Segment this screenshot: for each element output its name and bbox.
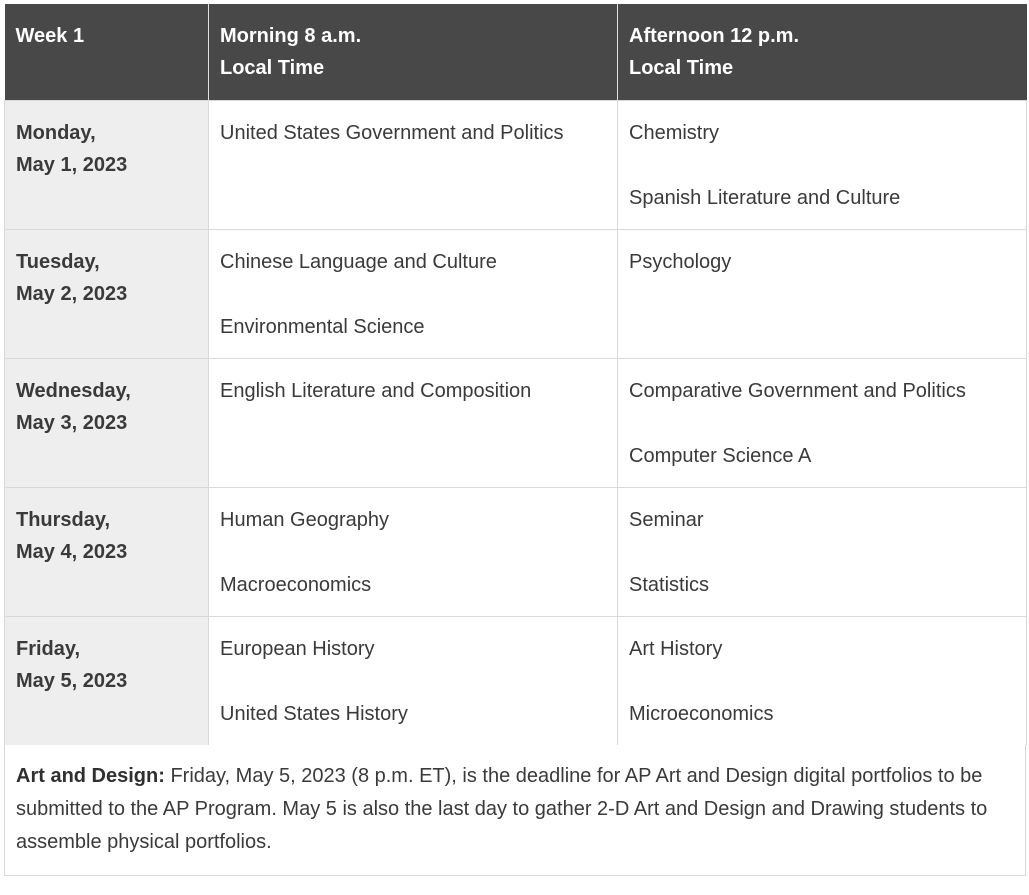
header-afternoon bbox=[618, 4, 1027, 101]
day-date: May 1, 2023 bbox=[16, 154, 128, 176]
afternoon-cell bbox=[618, 488, 1027, 617]
day-date: May 5, 2023 bbox=[16, 670, 128, 692]
morning-exam: United States History bbox=[220, 703, 408, 725]
afternoon-exam: Art History bbox=[629, 638, 723, 660]
day-cell bbox=[5, 488, 209, 617]
header-week-label: Week 1 bbox=[15, 25, 85, 47]
morning-exam: Environmental Science bbox=[220, 316, 425, 338]
afternoon-exam: Spanish Literature and Culture bbox=[629, 187, 901, 209]
day-name: Tuesday, bbox=[16, 251, 100, 273]
table-row bbox=[5, 359, 1027, 488]
afternoon-exam: Chemistry bbox=[629, 122, 720, 144]
morning-cell bbox=[209, 617, 618, 746]
day-name: Thursday, bbox=[16, 509, 111, 531]
day-cell bbox=[5, 617, 209, 746]
day-cell bbox=[5, 359, 209, 488]
afternoon-exam: Microeconomics bbox=[629, 703, 774, 725]
table-header-row bbox=[5, 4, 1027, 101]
morning-exam: European History bbox=[220, 638, 375, 660]
morning-cell bbox=[209, 488, 618, 617]
day-date: May 4, 2023 bbox=[16, 541, 128, 563]
day-name: Friday, bbox=[16, 638, 81, 660]
table-row bbox=[5, 101, 1027, 230]
afternoon-cell bbox=[618, 101, 1027, 230]
schedule-container bbox=[4, 4, 1026, 876]
morning-cell bbox=[209, 230, 618, 359]
morning-exam: Macroeconomics bbox=[220, 574, 372, 596]
day-date: May 3, 2023 bbox=[16, 412, 128, 434]
morning-exam: Human Geography bbox=[220, 509, 389, 531]
morning-cell bbox=[209, 101, 618, 230]
table-row bbox=[5, 488, 1027, 617]
morning-exam: United States Government and Politics bbox=[220, 122, 564, 144]
note-label: Art and Design: bbox=[16, 765, 165, 787]
morning-exam: Chinese Language and Culture bbox=[220, 251, 497, 273]
header-morning-line1: Morning 8 a.m. bbox=[220, 25, 362, 47]
afternoon-cell bbox=[618, 230, 1027, 359]
header-afternoon-line2: Local Time bbox=[629, 57, 734, 79]
note-text: Friday, May 5, 2023 (8 p.m. ET), is the deadline for AP Art and Design digital portfolios to be submitted to the AP Program. May 5 is also the last day to gather 2-D Art and Design and Drawing students to assemble physical portfolios. bbox=[16, 765, 988, 853]
afternoon-exam: Seminar bbox=[629, 509, 704, 531]
afternoon-cell bbox=[618, 617, 1027, 746]
day-cell bbox=[5, 230, 209, 359]
day-name: Wednesday, bbox=[16, 380, 131, 402]
day-date: May 2, 2023 bbox=[16, 283, 128, 305]
exam-schedule-table bbox=[4, 4, 1027, 745]
header-afternoon-line1: Afternoon 12 p.m. bbox=[629, 25, 800, 47]
afternoon-exam: Psychology bbox=[629, 251, 732, 273]
header-morning bbox=[209, 4, 618, 101]
afternoon-cell bbox=[618, 359, 1027, 488]
afternoon-exam: Comparative Government and Politics bbox=[629, 380, 966, 402]
day-cell bbox=[5, 101, 209, 230]
art-and-design-note bbox=[4, 745, 1026, 876]
afternoon-exam: Statistics bbox=[629, 574, 710, 596]
morning-cell bbox=[209, 359, 618, 488]
table-row bbox=[5, 617, 1027, 746]
morning-exam: English Literature and Composition bbox=[220, 380, 532, 402]
day-name: Monday, bbox=[16, 122, 96, 144]
afternoon-exam: Computer Science A bbox=[629, 445, 812, 467]
header-week bbox=[5, 4, 209, 101]
header-morning-line2: Local Time bbox=[220, 57, 325, 79]
table-row bbox=[5, 230, 1027, 359]
